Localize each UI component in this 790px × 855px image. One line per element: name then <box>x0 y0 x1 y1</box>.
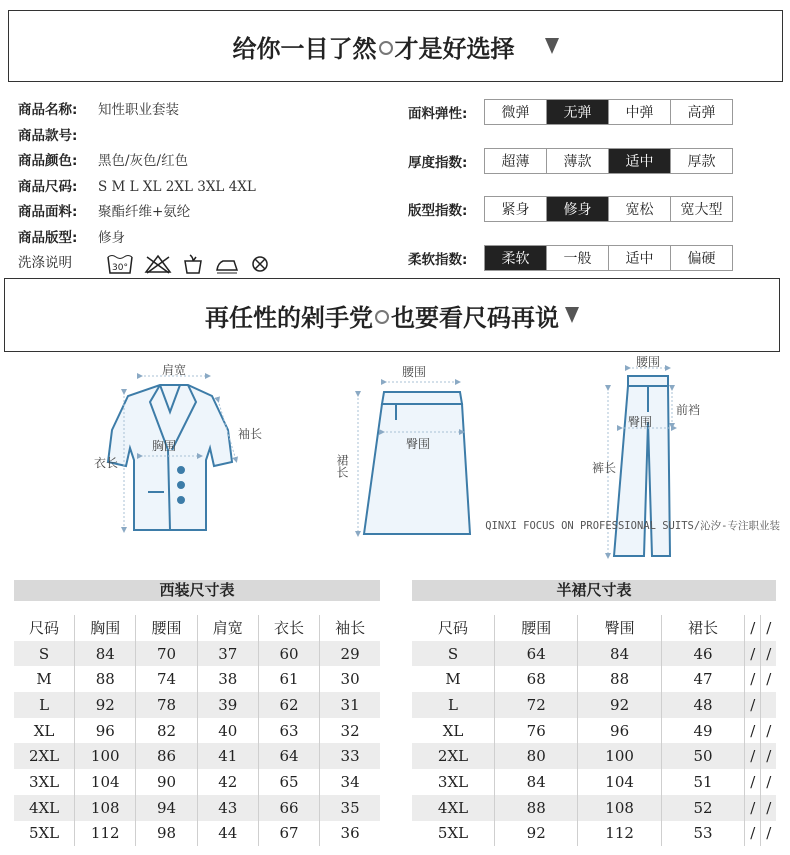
table-cell: 50 <box>661 743 744 769</box>
table-cell: 46 <box>661 641 744 667</box>
rating-option: 修身 <box>547 197 609 221</box>
rating-option: 柔软 <box>485 246 547 270</box>
table-row <box>412 641 776 667</box>
table-header-row <box>14 615 380 641</box>
suit-size-table <box>14 580 380 846</box>
table-cell: L <box>14 692 75 718</box>
care-label: 洗涤说明 <box>18 255 72 271</box>
table-cell: 68 <box>495 666 578 692</box>
table-cell: 36 <box>320 821 380 847</box>
info-row <box>18 98 270 124</box>
down-arrow-icon <box>565 307 579 323</box>
table-cell: 5XL <box>28 824 60 843</box>
circle-icon <box>375 310 389 324</box>
rating-options <box>484 148 733 174</box>
table-row <box>14 795 380 821</box>
table-row <box>14 743 380 769</box>
table-header: 尺码 <box>29 619 60 638</box>
table-header: 衣长 <box>258 615 319 641</box>
table-cell: 64 <box>495 641 578 667</box>
info-row <box>18 124 270 150</box>
label-pants-hip: 臀围 <box>628 415 653 429</box>
table-cell: 96 <box>75 718 136 744</box>
table-cell: 96 <box>578 718 661 744</box>
info-value: 修身 <box>98 229 125 246</box>
label-pants-length: 裤长 <box>592 461 617 475</box>
table-cell: 70 <box>136 641 197 667</box>
banner-1-text-rest: 才是好选择 <box>394 33 515 63</box>
suit-table-grid <box>14 615 380 846</box>
table-cell: 43 <box>197 795 258 821</box>
rating-options <box>484 245 733 271</box>
table-row <box>14 666 380 692</box>
table-cell: / <box>745 692 761 718</box>
jacket-diagram <box>108 385 232 530</box>
label-skirt-hip: 臀围 <box>406 437 431 451</box>
table-cell: M <box>36 670 52 689</box>
rating-key: 面料弹性: <box>408 106 468 123</box>
table-header: 腰围 <box>495 615 578 641</box>
table-cell: / <box>761 641 776 667</box>
table-cell: 41 <box>197 743 258 769</box>
table-cell: 3XL <box>437 772 469 791</box>
down-arrow-icon <box>545 38 559 54</box>
table-cell: 33 <box>320 743 380 769</box>
skirt-table-grid <box>412 615 776 846</box>
rating-key: 厚度指数: <box>408 154 468 171</box>
table-cell: 84 <box>578 641 661 667</box>
label-pants-rise: 前裆 <box>676 403 701 417</box>
table-cell: / <box>761 718 776 744</box>
table-cell: 65 <box>258 769 319 795</box>
info-value: 知性职业套装 <box>98 102 179 118</box>
table-cell: 72 <box>495 692 578 718</box>
table-cell: 53 <box>661 821 744 847</box>
table-cell: / <box>761 769 776 795</box>
table-cell: 76 <box>495 718 578 744</box>
table-cell: S <box>412 641 495 667</box>
table-cell: 92 <box>578 692 661 718</box>
table-cell: 84 <box>75 641 136 667</box>
rating-option: 适中 <box>609 246 671 270</box>
banner-2-text-rest: 也要看尺码再说 <box>391 302 559 332</box>
info-row <box>18 200 270 226</box>
table-header: 袖长 <box>320 615 380 641</box>
info-value: 聚酯纤维+氨纶 <box>98 204 191 220</box>
table-header: 臀围 <box>578 615 661 641</box>
rating-option: 微弹 <box>485 100 547 124</box>
table-cell: 2XL <box>412 743 495 769</box>
care-row <box>18 251 270 277</box>
table-cell: 92 <box>75 692 136 718</box>
table-cell: 112 <box>578 821 661 847</box>
table-cell: 31 <box>320 692 380 718</box>
circle-icon <box>379 41 393 55</box>
table-cell: 49 <box>661 718 744 744</box>
table-cell: 104 <box>578 769 661 795</box>
table-header: / <box>745 615 761 641</box>
table-cell: 108 <box>578 795 661 821</box>
wash-30-icon <box>106 253 134 275</box>
label-chest: 胸围 <box>152 439 177 453</box>
table-cell: 104 <box>75 769 136 795</box>
table-header-row <box>412 615 776 641</box>
table-cell: / <box>761 743 776 769</box>
table-cell: 62 <box>258 692 319 718</box>
info-key: 商品名称: <box>18 102 78 118</box>
rating-row <box>408 234 733 283</box>
rating-row <box>408 88 733 137</box>
banner-1-text: 给你一目了然 <box>232 33 377 63</box>
product-info <box>18 98 270 277</box>
table-cell: 80 <box>495 743 578 769</box>
header-banner-2 <box>4 278 780 352</box>
table-cell: 98 <box>136 821 197 847</box>
info-value: S M L XL 2XL 3XL 4XL <box>98 178 256 195</box>
table-cell: / <box>745 743 761 769</box>
table-cell: 100 <box>75 743 136 769</box>
rating-key: 柔软指数: <box>408 251 468 268</box>
table-cell: 44 <box>197 821 258 847</box>
table-cell: / <box>745 666 761 692</box>
table-cell: L <box>412 692 495 718</box>
rating-option: 无弹 <box>547 100 609 124</box>
rating-options <box>484 196 733 222</box>
table-row <box>14 718 380 744</box>
table-header: 尺码 <box>438 619 469 638</box>
table-cell: / <box>745 795 761 821</box>
no-bleach-icon <box>144 253 172 275</box>
table-row <box>14 821 380 847</box>
table-row <box>14 769 380 795</box>
no-tumble-dry-icon <box>250 253 270 275</box>
table-cell: 37 <box>197 641 258 667</box>
table-cell: M <box>445 670 461 689</box>
info-row <box>18 149 270 175</box>
table-cell: 74 <box>136 666 197 692</box>
info-key: 商品面料: <box>18 204 78 220</box>
table-header: 腰围 <box>136 615 197 641</box>
brand-slogan: QINXI FOCUS ON PROFESSIONAL SUITS/沁汐-专注职业装 <box>485 520 780 532</box>
rating-option: 紧身 <box>485 197 547 221</box>
rating-option: 高弹 <box>671 100 732 124</box>
table-cell: 61 <box>258 666 319 692</box>
rating-option: 厚款 <box>671 149 732 173</box>
table-row <box>412 743 776 769</box>
table-cell: 84 <box>495 769 578 795</box>
table-header: 胸围 <box>75 615 136 641</box>
table-cell: 94 <box>136 795 197 821</box>
table-row <box>412 821 776 847</box>
table-cell: / <box>745 769 761 795</box>
table-cell <box>761 692 776 718</box>
iron-icon <box>214 253 240 275</box>
rating-option: 超薄 <box>485 149 547 173</box>
table-cell: 29 <box>320 641 380 667</box>
table-row <box>14 641 380 667</box>
rating-option: 宽松 <box>609 197 671 221</box>
table-cell: / <box>745 821 761 847</box>
info-row <box>18 175 270 201</box>
table-cell: 2XL <box>14 743 75 769</box>
rating-option: 宽大型 <box>671 197 732 221</box>
rating-option: 适中 <box>609 149 671 173</box>
table-cell: 108 <box>75 795 136 821</box>
info-row <box>18 226 270 252</box>
info-key: 商品颜色: <box>18 153 78 169</box>
table-header: 裙长 <box>661 615 744 641</box>
table-cell: 39 <box>197 692 258 718</box>
table-cell: 67 <box>258 821 319 847</box>
fabric-ratings <box>408 88 733 282</box>
table-cell: 40 <box>197 718 258 744</box>
table-cell: 4XL <box>14 795 75 821</box>
table-cell: 35 <box>320 795 380 821</box>
table-cell: / <box>761 666 776 692</box>
table-row <box>412 666 776 692</box>
skirt-diagram <box>364 392 470 534</box>
table-cell: 52 <box>661 795 744 821</box>
skirt-size-table <box>412 580 776 846</box>
table-row <box>412 769 776 795</box>
table-cell: 88 <box>75 666 136 692</box>
header-banner-1 <box>8 10 783 82</box>
rating-option: 中弹 <box>609 100 671 124</box>
table-cell: 66 <box>258 795 319 821</box>
label-pants-waist: 腰围 <box>636 355 661 369</box>
table-cell: S <box>14 641 75 667</box>
skirt-table-title: 半裙尺寸表 <box>412 580 776 601</box>
table-row <box>412 718 776 744</box>
label-length: 衣长 <box>94 456 119 470</box>
care-icons <box>106 251 270 277</box>
suit-table-title: 西装尺寸表 <box>14 580 380 601</box>
table-cell: 3XL <box>28 772 60 791</box>
table-cell: / <box>761 795 776 821</box>
table-cell: 51 <box>661 769 744 795</box>
rating-option: 一般 <box>547 246 609 270</box>
table-cell: 63 <box>258 718 319 744</box>
table-row <box>14 692 380 718</box>
label-sleeve: 袖长 <box>238 427 263 441</box>
table-cell: 48 <box>661 692 744 718</box>
info-key: 商品版型: <box>18 229 78 246</box>
table-cell: 4XL <box>412 795 495 821</box>
table-cell: 38 <box>197 666 258 692</box>
table-cell: / <box>745 718 761 744</box>
rating-row <box>408 185 733 234</box>
table-cell: 88 <box>495 795 578 821</box>
table-cell: 112 <box>75 821 136 847</box>
table-cell: 78 <box>136 692 197 718</box>
table-cell: 82 <box>136 718 197 744</box>
care-temp: 30° <box>112 262 128 273</box>
table-cell: 60 <box>258 641 319 667</box>
info-key: 商品尺码: <box>18 178 78 195</box>
rating-row <box>408 137 733 186</box>
rating-options <box>484 99 733 125</box>
hand-wash-icon <box>182 253 204 275</box>
table-cell: 100 <box>578 743 661 769</box>
table-header: / <box>761 615 776 641</box>
table-row <box>412 692 776 718</box>
table-cell: 92 <box>495 821 578 847</box>
table-cell: 47 <box>661 666 744 692</box>
info-key: 商品款号: <box>18 127 78 144</box>
label-shoulder: 肩宽 <box>162 363 187 377</box>
table-cell: / <box>745 641 761 667</box>
table-cell: / <box>761 821 776 847</box>
rating-option: 薄款 <box>547 149 609 173</box>
table-cell: XL <box>442 721 464 740</box>
table-row <box>412 795 776 821</box>
table-cell: 90 <box>136 769 197 795</box>
rating-key: 版型指数: <box>408 203 468 220</box>
table-header: 肩宽 <box>197 615 258 641</box>
table-cell: 30 <box>320 666 380 692</box>
table-cell: 42 <box>197 769 258 795</box>
label-skirt-length: 裙长 <box>335 454 349 478</box>
table-cell: 34 <box>320 769 380 795</box>
table-cell: 88 <box>578 666 661 692</box>
banner-2-text: 再任性的剁手党 <box>205 302 373 332</box>
info-value: 黑色/灰色/红色 <box>98 153 189 169</box>
table-cell: XL <box>33 721 55 740</box>
table-cell: 32 <box>320 718 380 744</box>
table-cell: 64 <box>258 743 319 769</box>
table-cell: 86 <box>136 743 197 769</box>
rating-option: 偏硬 <box>671 246 732 270</box>
label-skirt-waist: 腰围 <box>402 365 427 379</box>
table-cell: 5XL <box>437 824 469 843</box>
